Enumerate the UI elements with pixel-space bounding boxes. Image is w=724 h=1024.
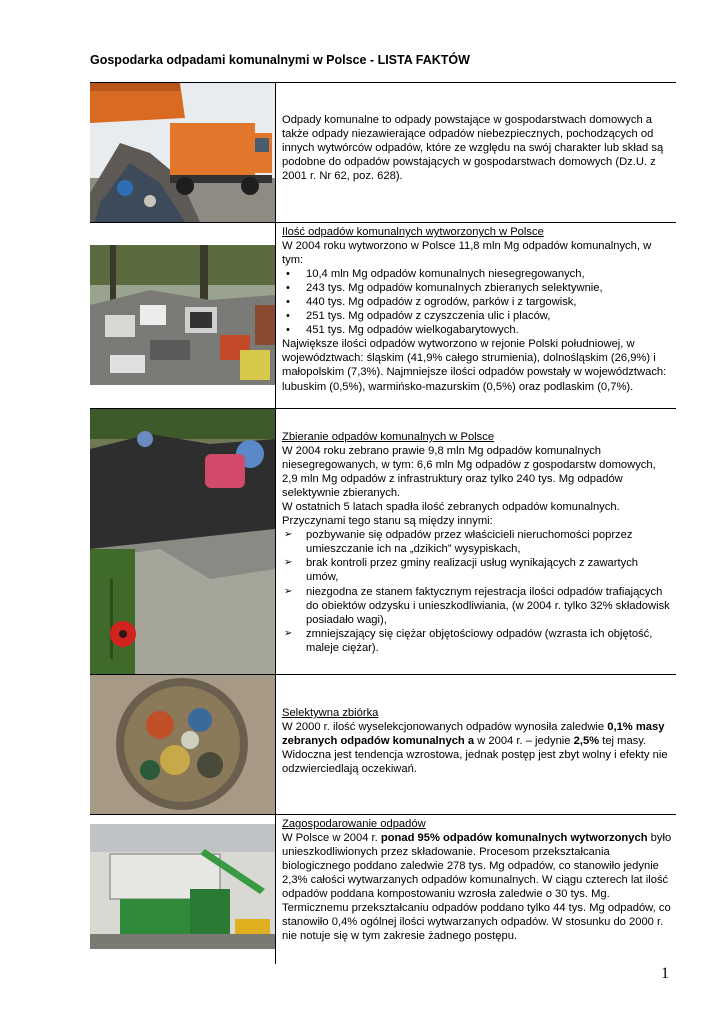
table-row xyxy=(90,674,676,814)
fact-table xyxy=(90,82,676,964)
section-heading-collection: Zbieranie odpadów komunalnych w Polsce xyxy=(282,431,495,443)
section-heading-selective: Selektywna zbiórka xyxy=(282,707,379,719)
selective-text xyxy=(282,720,672,776)
selective-text-part: w 2004 r. – jedynie xyxy=(474,735,574,748)
list-item: ➢ pozbywanie się odpadów przez właścicieli nieruchomości poprzez umieszczanie ich na „dzikich” wysypiskach, xyxy=(282,528,672,556)
section-intro: W 2004 roku wytworzono w Polsce 11,8 mln Mg odpadów komunalnych, w tym: xyxy=(282,240,652,267)
list-item: ➢ niezgodna ze stanem faktycznym rejestracja ilości odpadów trafiających do obiektów odzysku i unieszkodliwiania, (w 2004 r. tylko 32% składowisk posiadało wagi), xyxy=(282,585,672,627)
management-bold: ponad 95% odpadów komunalnych wytworzonych xyxy=(380,832,648,845)
management-text-part: W Polsce w 2004 r. xyxy=(282,832,381,845)
waste-amount-list xyxy=(282,267,672,337)
batteries-photo xyxy=(90,675,276,814)
definition-text: Odpady komunalne to odpady powstające w gospodarstwach domowych a także odpady niezawierające odpadów niebezpiecznych, pochodzących od innych wytwórców odpadów, które ze względu na swój charakter lub skład są podobne do odpadów powstających w gospodarstwach domowych (Dz.U. z 2001 r. Nr 62, poz. 628). xyxy=(282,114,664,183)
section-heading-management: Zagospodarowanie odpadów xyxy=(282,818,426,830)
management-text xyxy=(282,831,672,901)
table-row xyxy=(90,408,676,674)
thermal-text: Termicznemu przekształcaniu odpadów poddano tylko 44 tys. Mg odpadów, co stanowiło 0,4% ogólnej ilości wytwarzanych odpadów. W stosunku do 2000 r. nie notuje się w tym zakresie żadnego postępu. xyxy=(282,902,671,943)
garbage-truck-photo xyxy=(90,83,276,222)
list-item: • 10,4 mln Mg odpadów komunalnych niesegregowanych, xyxy=(282,267,672,281)
collection-intro: W 2004 roku zebrano prawie 9,8 mln Mg odpadów komunalnych niesegregowanych, w tym: 6,6 mln Mg odpadów z gospodarstw domowych, 2,9 mln Mg odpadów z infrastruktury oraz tylko 240 tys. Mg odpadów selektywnie zbieranych. xyxy=(282,445,656,500)
page-title: Gospodarka odpadami komunalnymi w Polsce - LISTA FAKTÓW xyxy=(90,53,470,67)
collection-reasons-label: Przyczynami tego stanu są między innymi: xyxy=(282,515,493,528)
table-row xyxy=(90,222,676,408)
table-row xyxy=(90,82,676,222)
page-number: 1 xyxy=(661,965,669,982)
list-item: ➢ zmniejszający się ciężar objętościowy odpadów (wzrasta ich objętość, maleje ciężar). xyxy=(282,627,672,655)
selective-text-part: tej masy. Widoczna jest tendencja wzrostowa, jednak postęp jest zbyt wolny i efekty nie odzwierciedlają oczekiwań. xyxy=(282,735,668,776)
sorting-plant-photo xyxy=(90,815,276,964)
electronic-waste-photo xyxy=(90,223,276,408)
list-item: ➢ brak kontroli przez gminy realizacji usług wynikających z zawartych umów, xyxy=(282,556,672,584)
collection-trend: W ostatnich 5 latach spadła ilość zebranych odpadów komunalnych. xyxy=(282,501,620,514)
section-heading-amount: Ilość odpadów komunalnych wytworzonych w Polsce xyxy=(282,226,544,238)
illegal-dump-photo xyxy=(90,409,276,674)
management-text-part: było unieszkodliwionych przez składowanie. Procesom przekształcania biologicznego poddano zaledwie 278 tys. Mg odpadów, co stanowiło jedynie 2,3% całości wytwarzanych odpadów komunalnych. W ciągu czterech lat ilość odpadów poddana kompostowaniu wzrosła zaledwie o 30 tys. Mg. xyxy=(282,832,672,901)
selective-bold-1: 0,1% masy zebranych odpadów komunalnych a xyxy=(282,721,665,748)
table-row xyxy=(90,814,676,964)
selective-bold-2: 2,5% xyxy=(573,735,600,748)
list-item: • 251 tys. Mg odpadów z czyszczenia ulic i placów, xyxy=(282,309,672,323)
list-item: • 243 tys. Mg odpadów komunalnych zbieranych selektywnie, xyxy=(282,281,672,295)
list-item: • 451 tys. Mg odpadów wielkogabarytowych. xyxy=(282,323,672,337)
selective-text-part: W 2000 r. ilość wyselekcjonowanych odpadów wynosiła zaledwie xyxy=(282,721,608,734)
regional-text: Największe ilości odpadów wytworzono w rejonie Polski południowej, w województwach: śląskim (41,9% całego strumienia), dolnośląskim (26,9%) i małopolskim (7,3%). Najmniejsze ilości odpadów powstały w województwach: lubuskim (0,5%), warmińsko-mazurskim (0,5%) oraz podlaskim (0,7%). xyxy=(282,338,667,393)
list-item: • 440 tys. Mg odpadów z ogrodów, parków i z targowisk, xyxy=(282,295,672,309)
reasons-list xyxy=(282,528,672,654)
